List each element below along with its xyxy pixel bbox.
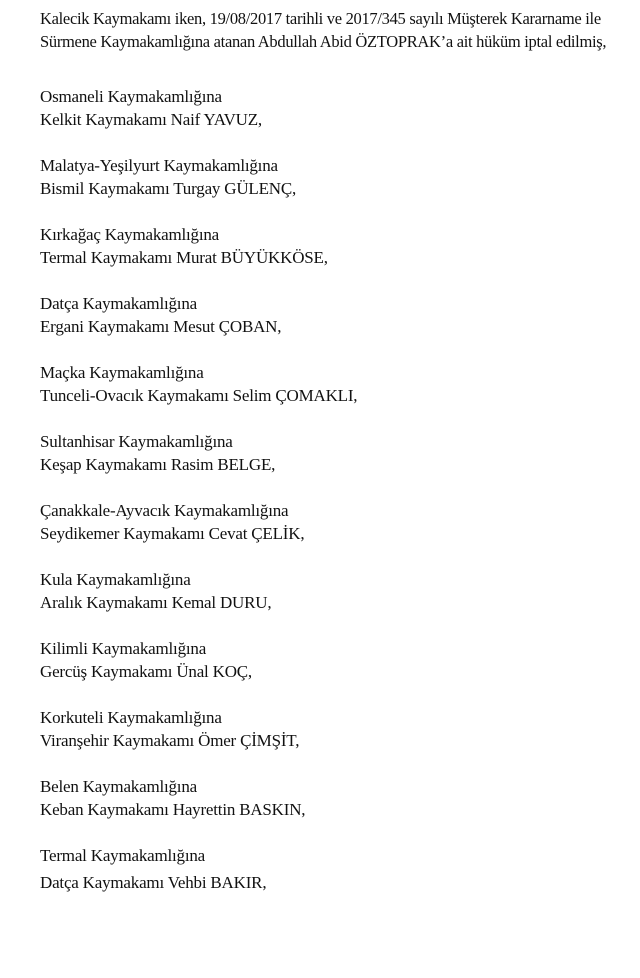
- appointment-person: Termal Kaymakamı Murat BÜYÜKKÖSE,: [40, 248, 328, 267]
- appointment-office: Belen Kaymakamlığına: [40, 777, 197, 796]
- appointment-person: Tunceli-Ovacık Kaymakamı Selim ÇOMAKLI,: [40, 386, 358, 405]
- appointment-person: Keban Kaymakamı Hayrettin BASKIN,: [40, 800, 306, 819]
- appointment-person: Viranşehir Kaymakamı Ömer ÇİMŞİT,: [40, 731, 300, 750]
- appointment-office: Sultanhisar Kaymakamlığına: [40, 432, 233, 451]
- appointment-office: Korkuteli Kaymakamlığına: [40, 708, 222, 727]
- appointment-office: Osmaneli Kaymakamlığına: [40, 87, 222, 106]
- appointment-office: Maçka Kaymakamlığına: [40, 363, 204, 382]
- appointment-office: Malatya-Yeşilyurt Kaymakamlığına: [40, 156, 278, 175]
- appointment-person: Seydikemer Kaymakamı Cevat ÇELİK,: [40, 524, 305, 543]
- appointment-person: Ergani Kaymakamı Mesut ÇOBAN,: [40, 317, 282, 336]
- intro-line-1: Kalecik Kaymakamı iken, 19/08/2017 tarihli ve 2017/345 sayılı Müşterek Kararname ile: [40, 9, 601, 28]
- appointment-office: Termal Kaymakamlığına: [40, 846, 206, 865]
- appointment-office: Kilimli Kaymakamlığına: [40, 639, 207, 658]
- appointment-office: Çanakkale-Ayvacık Kaymakamlığına: [40, 501, 289, 520]
- appointment-person: Gercüş Kaymakamı Ünal KOÇ,: [40, 662, 252, 681]
- appointment-office: Kula Kaymakamlığına: [40, 570, 191, 589]
- appointment-person: Bismil Kaymakamı Turgay GÜLENÇ,: [40, 179, 297, 198]
- intro-line-2: Sürmene Kaymakamlığına atanan Abdullah Abid ÖZTOPRAK’a ait hüküm iptal edilmiş,: [40, 32, 607, 51]
- appointment-person: Datça Kaymakamı Vehbi BAKIR,: [40, 873, 267, 892]
- appointment-office: Datça Kaymakamlığına: [40, 294, 197, 313]
- appointment-person: Aralık Kaymakamı Kemal DURU,: [40, 593, 272, 612]
- appointment-person: Kelkit Kaymakamı Naif YAVUZ,: [40, 110, 262, 129]
- appointment-person: Keşap Kaymakamı Rasim BELGE,: [40, 455, 276, 474]
- appointment-office: Kırkağaç Kaymakamlığına: [40, 225, 220, 244]
